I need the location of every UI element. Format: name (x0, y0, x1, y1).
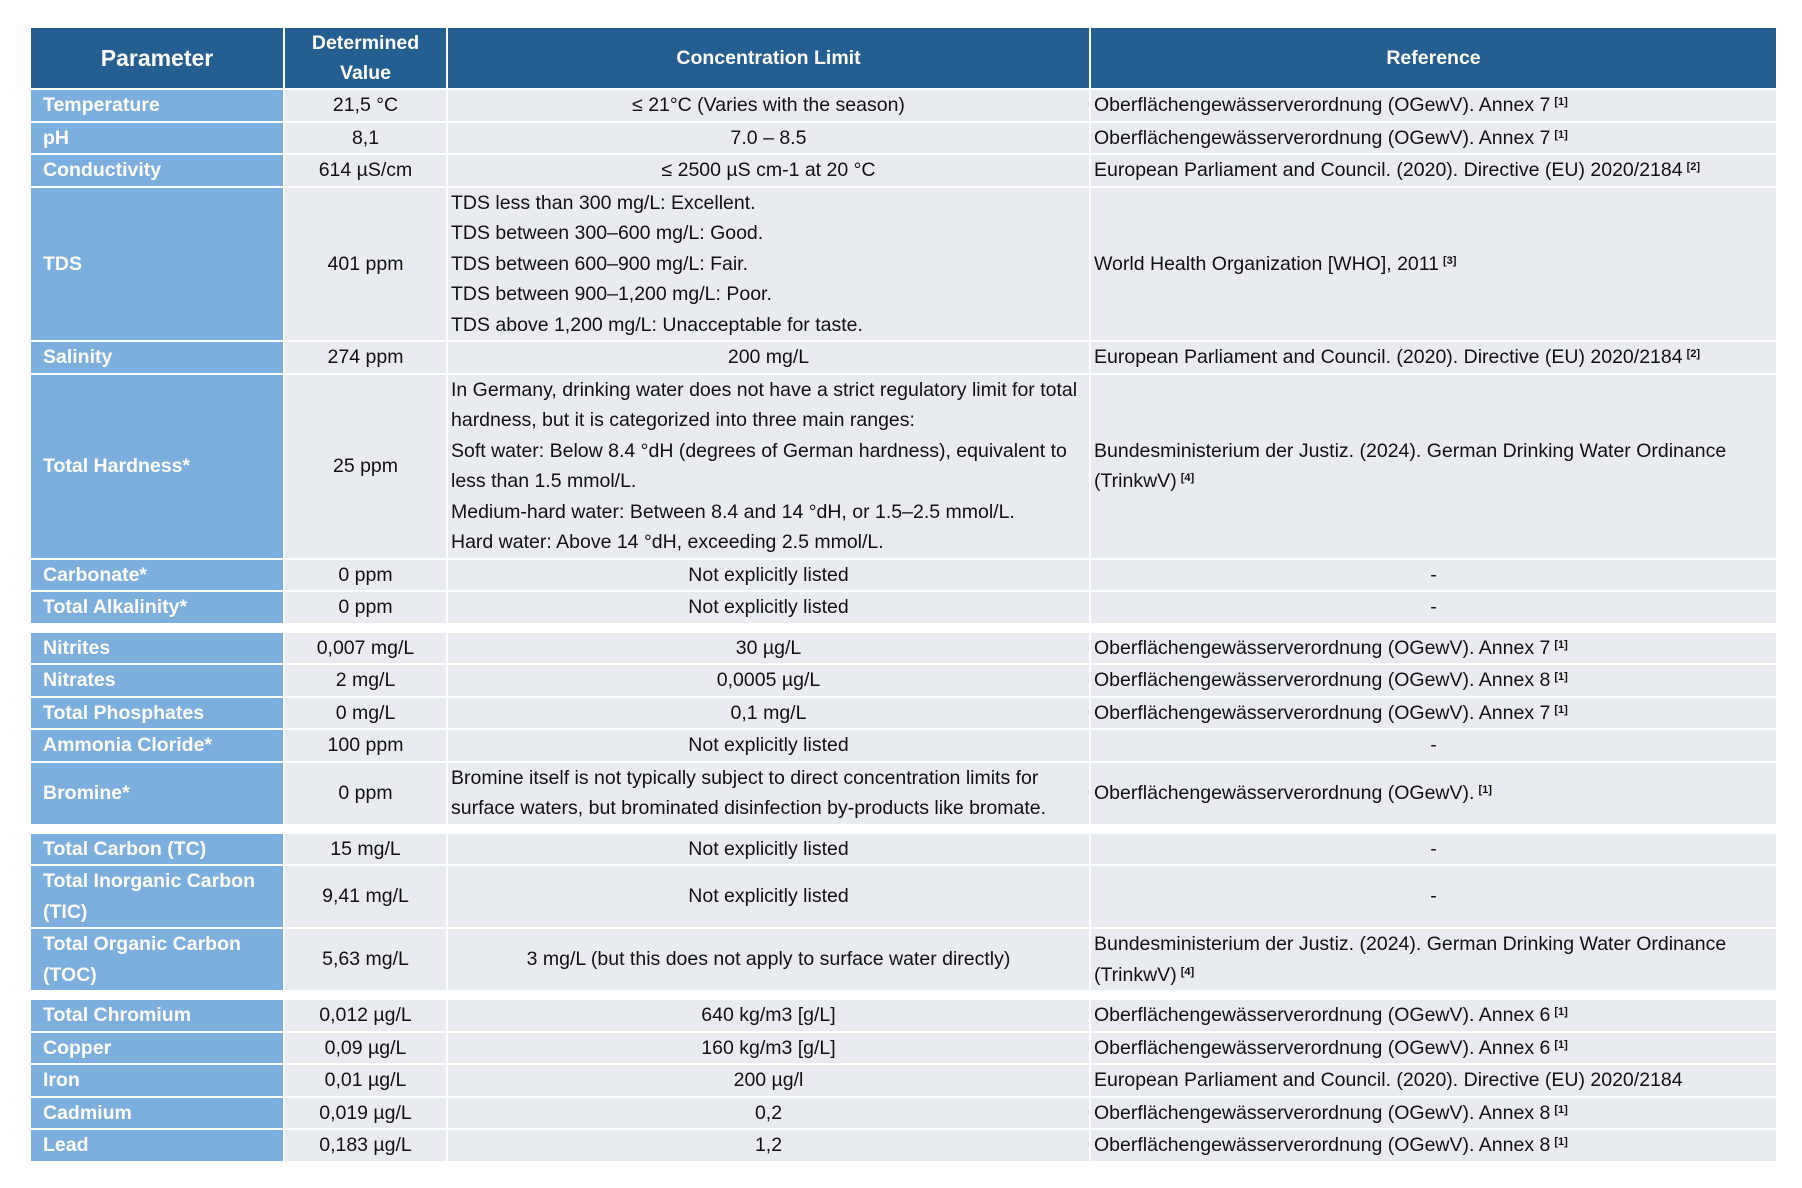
determined-value-cell: 100 ppm (284, 729, 447, 762)
reference-cell (1090, 632, 1777, 665)
concentration-limit-cell (447, 999, 1090, 1032)
limit-line: 640 kg/m3 [g/L] (701, 1004, 836, 1026)
water-quality-table (29, 26, 1778, 1163)
concentration-limit-cell (447, 664, 1090, 697)
reference-cell (1090, 187, 1777, 342)
reference-text: Oberflächengewässerverordnung (OGewV). Annex 7 (1094, 701, 1551, 724)
group-separator (30, 825, 1777, 833)
reference-cell (1090, 154, 1777, 187)
determined-value-cell: 15 mg/L (284, 833, 447, 866)
table-row (30, 591, 1777, 624)
determined-value-cell: 0,007 mg/L (284, 632, 447, 665)
reference-text: Oberflächengewässerverordnung (OGewV). Annex 7 (1094, 94, 1551, 116)
concentration-limit-cell (447, 154, 1090, 187)
reference-text: European Parliament and Council. (2020). Directive (EU) 2020/2184 (1094, 159, 1683, 181)
parameter-cell: TDS (30, 187, 284, 342)
reference-cell (1090, 762, 1777, 825)
reference-text: Oberflächengewässerverordnung (OGewV). Annex 6 (1094, 1004, 1551, 1026)
limit-line: TDS between 300–600 mg/L: Good. (451, 222, 764, 244)
table-row (30, 187, 1777, 342)
reference-text: Oberflächengewässerverordnung (OGewV). Annex 8 (1094, 669, 1551, 691)
reference-cell (1090, 1097, 1777, 1130)
determined-value-cell: 8,1 (284, 122, 447, 155)
determined-value-cell: 0,012 µg/L (284, 999, 447, 1032)
concentration-limit-cell (447, 89, 1090, 122)
determined-value-cell: 9,41 mg/L (284, 865, 447, 928)
reference-footnote: [3] (1443, 254, 1457, 267)
table-row (30, 999, 1777, 1032)
reference-cell (1090, 122, 1777, 155)
reference-footnote: [1] (1554, 1038, 1568, 1051)
determined-value-cell: 0,019 µg/L (284, 1097, 447, 1130)
limit-line: 0,0005 µg/L (716, 669, 821, 691)
reference-text: Oberflächengewässerverordnung (OGewV). Annex 7 (1094, 126, 1551, 149)
reference-footnote: [1] (1478, 783, 1492, 796)
limit-line: 160 kg/m3 [g/L] (701, 1036, 836, 1059)
parameter-cell: Iron (30, 1064, 284, 1097)
determined-value-cell: 0,183 µg/L (284, 1129, 447, 1162)
table-row (30, 762, 1777, 825)
table-row (30, 374, 1777, 559)
limit-line: 0,2 (754, 1101, 783, 1124)
reference-cell (1090, 865, 1777, 928)
reference-cell (1090, 664, 1777, 697)
reference-text: European Parliament and Council. (2020). Directive (EU) 2020/2184 (1094, 1069, 1683, 1091)
table-row (30, 729, 1777, 762)
table-body (30, 89, 1777, 1162)
parameter-cell: Salinity (30, 341, 284, 374)
reference-text: - (1430, 563, 1437, 586)
reference-cell (1090, 729, 1777, 762)
limit-line: ≤ 21°C (Varies with the season) (632, 94, 905, 116)
determined-value-cell: 0 ppm (284, 559, 447, 592)
parameter-cell: Cadmium (30, 1097, 284, 1130)
reference-text: Bundesministerium der Justiz. (2024). German Drinking Water Ordinance (TrinkwV) (1094, 439, 1727, 492)
concentration-limit-cell (447, 341, 1090, 374)
reference-footnote: [1] (1554, 671, 1568, 683)
reference-text: Oberflächengewässerverordnung (OGewV). Annex 8 (1094, 1101, 1551, 1124)
limit-line: Not explicitly listed (688, 596, 849, 618)
reference-footnote: [2] (1686, 161, 1701, 173)
limit-line: Not explicitly listed (688, 837, 849, 860)
reference-text: European Parliament and Council. (2020). Directive (EU) 2020/2184 (1094, 346, 1683, 368)
header-parameter: Parameter (30, 27, 284, 89)
concentration-limit-cell (447, 559, 1090, 592)
determined-value-cell: 25 ppm (284, 374, 447, 559)
concentration-limit-cell (447, 187, 1090, 342)
concentration-limit-cell (447, 1097, 1090, 1130)
determined-value-cell: 21,5 °C (284, 89, 447, 122)
reference-footnote: [1] (1554, 1006, 1568, 1018)
parameter-cell: Total Phosphates (30, 697, 284, 730)
determined-value-cell: 274 ppm (284, 341, 447, 374)
parameter-cell: Lead (30, 1129, 284, 1162)
parameter-cell: Total Inorganic Carbon (TIC) (30, 865, 284, 928)
group-separator-cell (30, 624, 1777, 632)
limit-line: Bromine itself is not typically subject to direct concentration limits for surface waters, but brominated disinfection by-products like bromate. (451, 766, 1047, 819)
concentration-limit-cell (447, 1032, 1090, 1065)
group-separator (30, 991, 1777, 999)
concentration-limit-cell (447, 729, 1090, 762)
limit-line: In Germany, drinking water does not have a strict regulatory limit for total hardness, but it is categorized into three main ranges: (451, 378, 1078, 431)
concentration-limit-cell (447, 1129, 1090, 1162)
parameter-cell: Nitrates (30, 664, 284, 697)
table-row (30, 341, 1777, 374)
limit-line: Not explicitly listed (688, 563, 849, 586)
reference-text: - (1430, 596, 1437, 618)
reference-cell (1090, 999, 1777, 1032)
reference-footnote: [1] (1554, 128, 1568, 141)
limit-line: Soft water: Below 8.4 °dH (degrees of German hardness), equivalent to less than 1.5 mmol/L. (451, 439, 1067, 492)
table-header (30, 27, 1777, 89)
reference-footnote: [1] (1554, 703, 1568, 716)
table-row (30, 865, 1777, 928)
limit-line: 7.0 – 8.5 (730, 126, 807, 149)
table-row (30, 632, 1777, 665)
reference-cell (1090, 1032, 1777, 1065)
header-reference: Reference (1090, 27, 1777, 89)
limit-line: Hard water: Above 14 °dH, exceeding 2.5 mmol/L. (451, 531, 884, 553)
table-row (30, 1129, 1777, 1162)
parameter-cell: pH (30, 122, 284, 155)
determined-value-cell: 2 mg/L (284, 664, 447, 697)
table-row (30, 928, 1777, 991)
reference-cell (1090, 928, 1777, 991)
limit-line: 200 mg/L (727, 346, 810, 368)
parameter-cell: Temperature (30, 89, 284, 122)
reference-cell (1090, 89, 1777, 122)
determined-value-cell: 401 ppm (284, 187, 447, 342)
determined-value-cell: 0 ppm (284, 762, 447, 825)
reference-footnote: [2] (1686, 348, 1701, 360)
table-row (30, 1032, 1777, 1065)
concentration-limit-cell (447, 762, 1090, 825)
parameter-cell: Total Chromium (30, 999, 284, 1032)
header-concentration-limit: Concentration Limit (447, 27, 1090, 89)
limit-line: 3 mg/L (but this does not apply to surface water directly) (526, 948, 1011, 971)
determined-value-cell: 0 mg/L (284, 697, 447, 730)
table-row (30, 559, 1777, 592)
limit-line: 0,1 mg/L (730, 701, 807, 724)
table-row (30, 1097, 1777, 1130)
reference-cell (1090, 1064, 1777, 1097)
limit-line: Medium-hard water: Between 8.4 and 14 °dH, or 1.5–2.5 mmol/L. (451, 500, 1015, 523)
group-separator (30, 624, 1777, 632)
concentration-limit-cell (447, 632, 1090, 665)
reference-cell (1090, 374, 1777, 559)
table-row (30, 1064, 1777, 1097)
parameter-cell: Conductivity (30, 154, 284, 187)
parameter-cell: Total Organic Carbon (TOC) (30, 928, 284, 991)
reference-footnote: [4] (1180, 472, 1195, 484)
parameter-cell: Total Hardness* (30, 374, 284, 559)
reference-cell (1090, 833, 1777, 866)
limit-line: TDS between 600–900 mg/L: Fair. (451, 252, 749, 275)
parameter-cell: Ammonia Cloride* (30, 729, 284, 762)
parameter-cell: Total Carbon (TC) (30, 833, 284, 866)
limit-line: TDS less than 300 mg/L: Excellent. (451, 191, 756, 214)
reference-text: Oberflächengewässerverordnung (OGewV). Annex 7 (1094, 636, 1551, 659)
table-row (30, 833, 1777, 866)
reference-text: Oberflächengewässerverordnung (OGewV). (1094, 781, 1475, 804)
reference-footnote: [1] (1554, 96, 1568, 108)
group-separator-cell (30, 991, 1777, 999)
reference-cell (1090, 697, 1777, 730)
reference-text: - (1430, 837, 1437, 860)
limit-line: TDS between 900–1,200 mg/L: Poor. (451, 283, 772, 305)
determined-value-cell: 0,09 µg/L (284, 1032, 447, 1065)
reference-text: World Health Organization [WHO], 2011 (1094, 252, 1440, 275)
concentration-limit-cell (447, 865, 1090, 928)
concentration-limit-cell (447, 122, 1090, 155)
reference-cell (1090, 341, 1777, 374)
concentration-limit-cell (447, 833, 1090, 866)
limit-line: 200 µg/l (733, 1069, 804, 1091)
parameter-cell: Nitrites (30, 632, 284, 665)
table-row (30, 664, 1777, 697)
reference-text: - (1430, 734, 1437, 756)
parameter-cell: Carbonate* (30, 559, 284, 592)
limit-line: TDS above 1,200 mg/L: Unacceptable for taste. (451, 313, 863, 336)
header-determined-value: Determined Value (284, 27, 447, 89)
reference-footnote: [1] (1554, 1136, 1568, 1148)
parameter-cell: Copper (30, 1032, 284, 1065)
reference-cell (1090, 559, 1777, 592)
parameter-cell: Bromine* (30, 762, 284, 825)
group-separator-cell (30, 825, 1777, 833)
reference-cell (1090, 1129, 1777, 1162)
determined-value-cell: 614 µS/cm (284, 154, 447, 187)
limit-line: 1,2 (754, 1134, 783, 1156)
table-row (30, 89, 1777, 122)
reference-footnote: [1] (1554, 638, 1568, 651)
reference-text: Oberflächengewässerverordnung (OGewV). Annex 6 (1094, 1036, 1551, 1059)
limit-line: Not explicitly listed (688, 885, 849, 908)
concentration-limit-cell (447, 1064, 1090, 1097)
reference-text: Bundesministerium der Justiz. (2024). German Drinking Water Ordinance (TrinkwV) (1094, 933, 1727, 986)
concentration-limit-cell (447, 591, 1090, 624)
reference-cell (1090, 591, 1777, 624)
reference-text: - (1430, 885, 1437, 908)
table-row (30, 154, 1777, 187)
reference-footnote: [1] (1554, 1103, 1568, 1116)
table-row (30, 122, 1777, 155)
determined-value-cell: 5,63 mg/L (284, 928, 447, 991)
limit-line: Not explicitly listed (688, 734, 849, 756)
parameter-cell: Total Alkalinity* (30, 591, 284, 624)
reference-footnote: [4] (1180, 965, 1195, 978)
limit-line: 30 µg/L (735, 636, 802, 659)
determined-value-cell: 0,01 µg/L (284, 1064, 447, 1097)
determined-value-cell: 0 ppm (284, 591, 447, 624)
table-row (30, 697, 1777, 730)
limit-line: ≤ 2500 µS cm-1 at 20 °C (661, 159, 876, 181)
reference-text: Oberflächengewässerverordnung (OGewV). Annex 8 (1094, 1134, 1551, 1156)
concentration-limit-cell (447, 697, 1090, 730)
concentration-limit-cell (447, 928, 1090, 991)
concentration-limit-cell (447, 374, 1090, 559)
